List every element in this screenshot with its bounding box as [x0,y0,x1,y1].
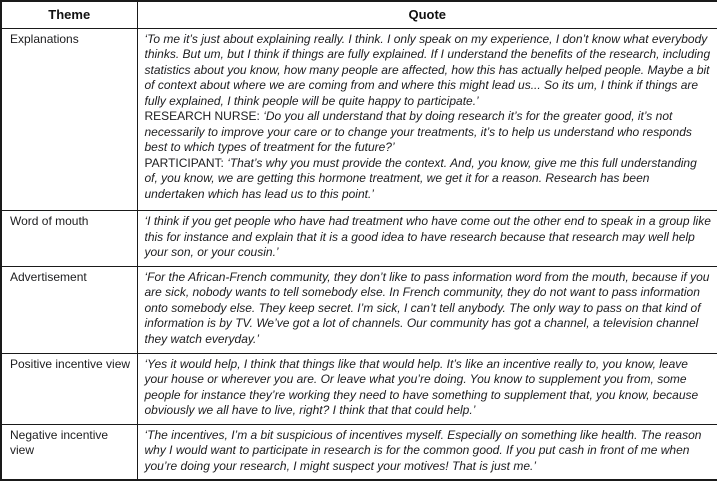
header-theme: Theme [1,1,137,28]
theme-cell: Negative incentive view [1,424,137,480]
table-body [1,28,717,480]
quote-cell [137,266,717,353]
quote-paragraph [145,109,712,156]
quote-text: ‘That’s why you must provide the context. And, you know, give me this full understanding of, you know, we are getting this hormone treatment, we get it for a reason. Research has been undertaken which has lead us to this point.’ [144,155,697,201]
table-row [1,424,717,480]
quote-paragraph [145,32,712,110]
quote-cell [137,211,717,266]
header-quote: Quote [137,1,717,28]
quote-text: ‘Do you all understand that by doing research it’s for the greater good, it’s not necessarily to improve your care or to change your treatments, it’s to help us understand who responds best to which types of treatment for the future?’ [144,109,692,154]
quote-text: ‘The incentives, I’m a bit suspicious of incentives myself. Especially on something like health. The reason why I would want to participate in research is for the common good. If you put cash in front of me when you’re doing your research, I might suspect your motives! That is just me.’ [144,427,702,473]
theme-cell: Word of mouth [1,211,137,266]
theme-cell: Advertisement [1,266,137,353]
quote-cell [137,353,717,424]
quote-text: ‘For the African-French community, they don’t like to pass information word from the mouth, because if you are sick, nobody wants to tell somebody else. In French community, they do not want to pass information onto somebody else. They keep secret. I’m sick, I can’t tell anybody. The only way to pass on that kind of information is by TV. We’ve got a lot of channels. Our community has got a channel, a television channel they watch everyday.’ [144,269,710,346]
table-row [1,266,717,353]
quote-cell [137,424,717,480]
table-row [1,28,717,211]
quote-text: ‘To me it’s just about explaining really. I think. I only speak on my experience, I don’t know what everybody thinks. But um, but I think if things are fully explained. If I understand the benefits of the research, including statistics about you know, how many people are affected, how this has actually helped people. Maybe a bit of context about where we are coming from and where this might lead us... So its um, I think if things are fully explained, I think people will be quite happy to participate.’ [144,31,711,108]
table-row [1,353,717,424]
quote-paragraph [145,270,712,348]
quote-paragraph [145,357,712,419]
speaker-label: RESEARCH NURSE: [144,109,264,123]
quote-paragraph [145,428,712,475]
quote-cell [137,28,717,211]
speaker-label: PARTICIPANT: [144,155,228,170]
quote-text: ‘Yes it would help, I think that things like that would help. It’s like an incentive really to, you know, leave your house or wherever you are. Or leave what you’re doing. You know to supplement you from, some people for instance they’re working they need to have something to supplement that, you know, because obviously we all have to live, right? I think that that could help.’ [144,356,699,418]
theme-cell: Explanations [1,28,137,211]
table-header-row [1,1,717,28]
quote-text: ‘I think if you get people who have had treatment who have come out the other end to speak in a group like this for instance and explain that it is a good idea to have research because that research may well help your son, or your cousin.’ [144,214,711,260]
quote-paragraph [145,156,712,203]
table-row [1,211,717,266]
quote-paragraph [145,214,712,261]
theme-cell: Positive incentive view [1,353,137,424]
